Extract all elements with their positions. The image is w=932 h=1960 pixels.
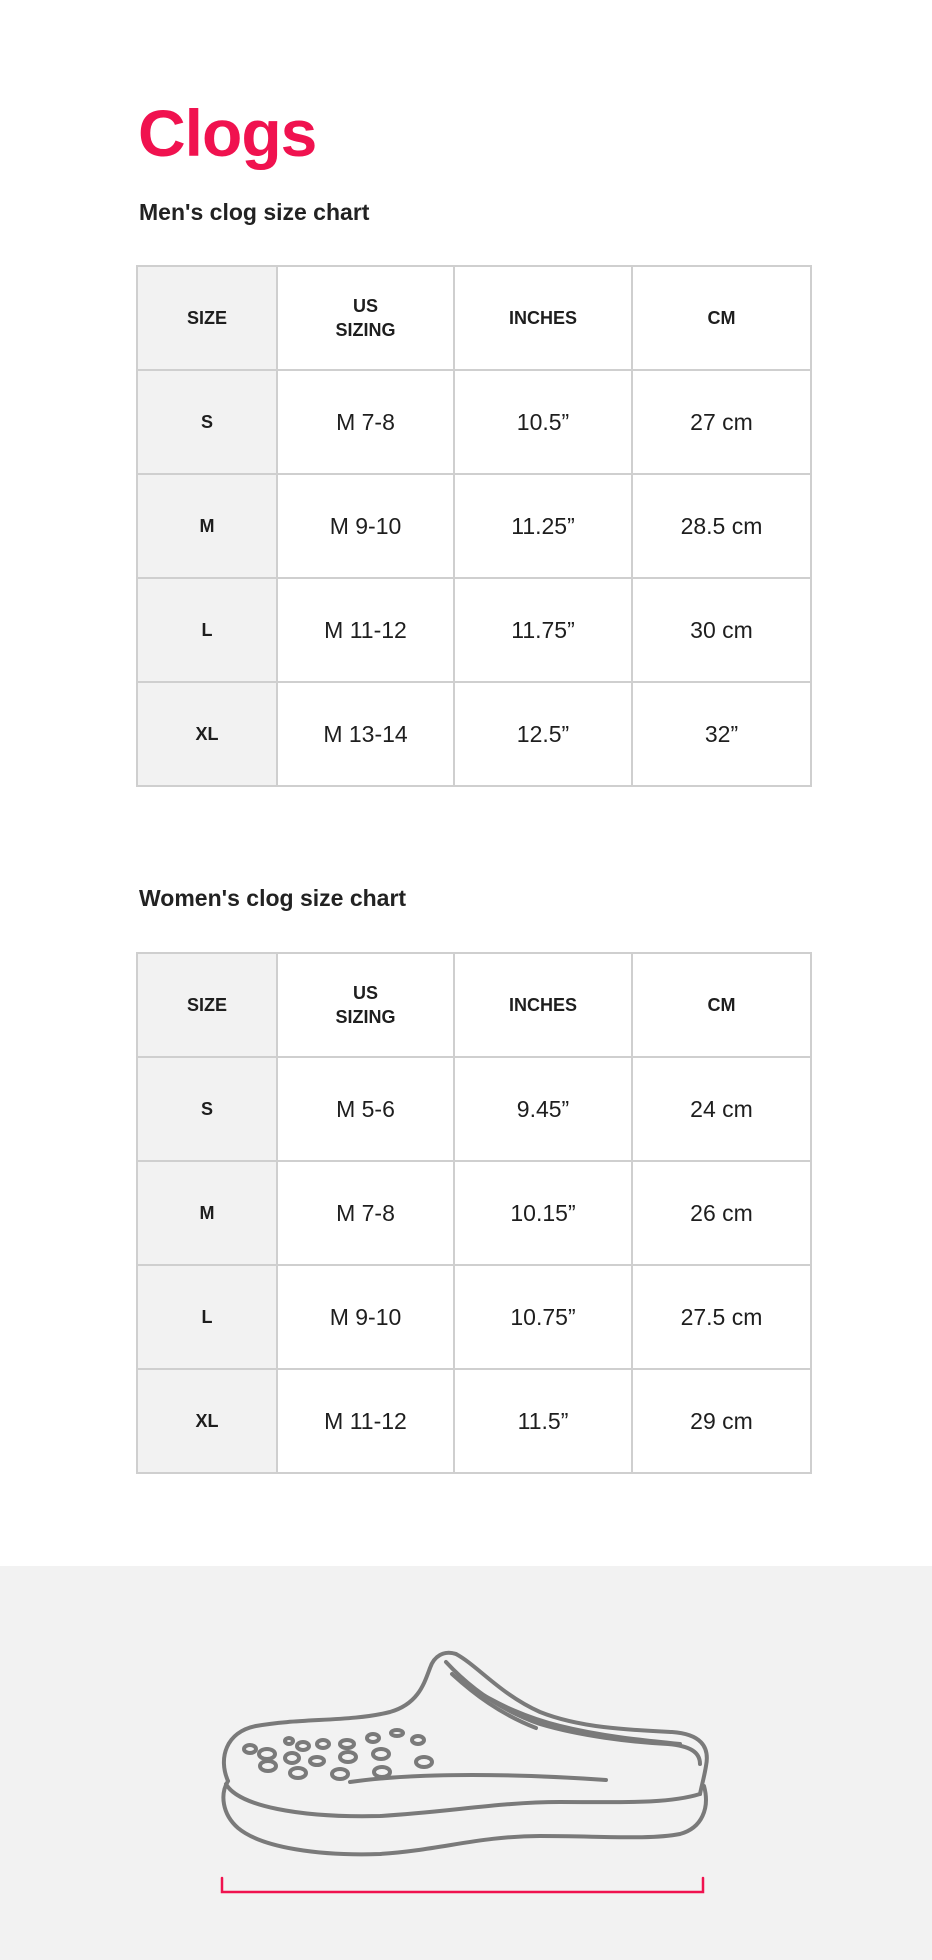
cm-cell: 24 cm <box>632 1057 811 1161</box>
table-row <box>137 682 811 786</box>
column-header-cm: CM <box>632 953 811 1057</box>
us-sizing-cell: M 11-12 <box>277 578 454 682</box>
size-cell: S <box>137 1057 277 1161</box>
size-cell: S <box>137 370 277 474</box>
clog-shoe-icon <box>0 1566 932 1960</box>
inches-cell: 12.5” <box>454 682 632 786</box>
table-row <box>137 1369 811 1473</box>
size-cell: M <box>137 474 277 578</box>
table-row <box>137 1265 811 1369</box>
cm-cell: 28.5 cm <box>632 474 811 578</box>
cm-cell: 26 cm <box>632 1161 811 1265</box>
table-row <box>137 578 811 682</box>
womens-size-table <box>136 952 812 1474</box>
column-header-inches: INCHES <box>454 266 632 370</box>
us-sizing-cell: M 7-8 <box>277 1161 454 1265</box>
size-cell: M <box>137 1161 277 1265</box>
cm-cell: 30 cm <box>632 578 811 682</box>
table-header-row <box>137 266 811 370</box>
cm-cell: 29 cm <box>632 1369 811 1473</box>
length-measure-icon <box>222 1878 703 1892</box>
us-sizing-cell: M 9-10 <box>277 1265 454 1369</box>
inches-cell: 10.75” <box>454 1265 632 1369</box>
inches-cell: 10.15” <box>454 1161 632 1265</box>
inches-cell: 11.5” <box>454 1369 632 1473</box>
inches-cell: 11.75” <box>454 578 632 682</box>
column-header-size: SIZE <box>137 266 277 370</box>
inches-cell: 11.25” <box>454 474 632 578</box>
us-sizing-cell: M 11-12 <box>277 1369 454 1473</box>
size-cell: XL <box>137 1369 277 1473</box>
womens-chart-heading: Women's clog size chart <box>139 885 407 911</box>
cm-cell: 32” <box>632 682 811 786</box>
table-row <box>137 474 811 578</box>
column-header-cm: CM <box>632 266 811 370</box>
column-header-inches: INCHES <box>454 953 632 1057</box>
inches-cell: 10.5” <box>454 370 632 474</box>
cm-cell: 27 cm <box>632 370 811 474</box>
size-cell: L <box>137 1265 277 1369</box>
inches-cell: 9.45” <box>454 1057 632 1161</box>
us-sizing-cell: M 13-14 <box>277 682 454 786</box>
cm-cell: 27.5 cm <box>632 1265 811 1369</box>
table-row <box>137 1161 811 1265</box>
mens-size-table <box>136 265 812 787</box>
table-row <box>137 370 811 474</box>
us-sizing-cell: M 9-10 <box>277 474 454 578</box>
mens-chart-heading: Men's clog size chart <box>139 199 370 225</box>
shoe-illustration-panel <box>0 1566 932 1960</box>
column-header-us-sizing: US SIZING <box>277 266 454 370</box>
column-header-us-sizing: US SIZING <box>277 953 454 1057</box>
us-sizing-cell: M 7-8 <box>277 370 454 474</box>
table-row <box>137 1057 811 1161</box>
table-header-row <box>137 953 811 1057</box>
page-title: Clogs <box>138 96 317 170</box>
us-sizing-cell: M 5-6 <box>277 1057 454 1161</box>
size-cell: XL <box>137 682 277 786</box>
size-cell: L <box>137 578 277 682</box>
column-header-size: SIZE <box>137 953 277 1057</box>
